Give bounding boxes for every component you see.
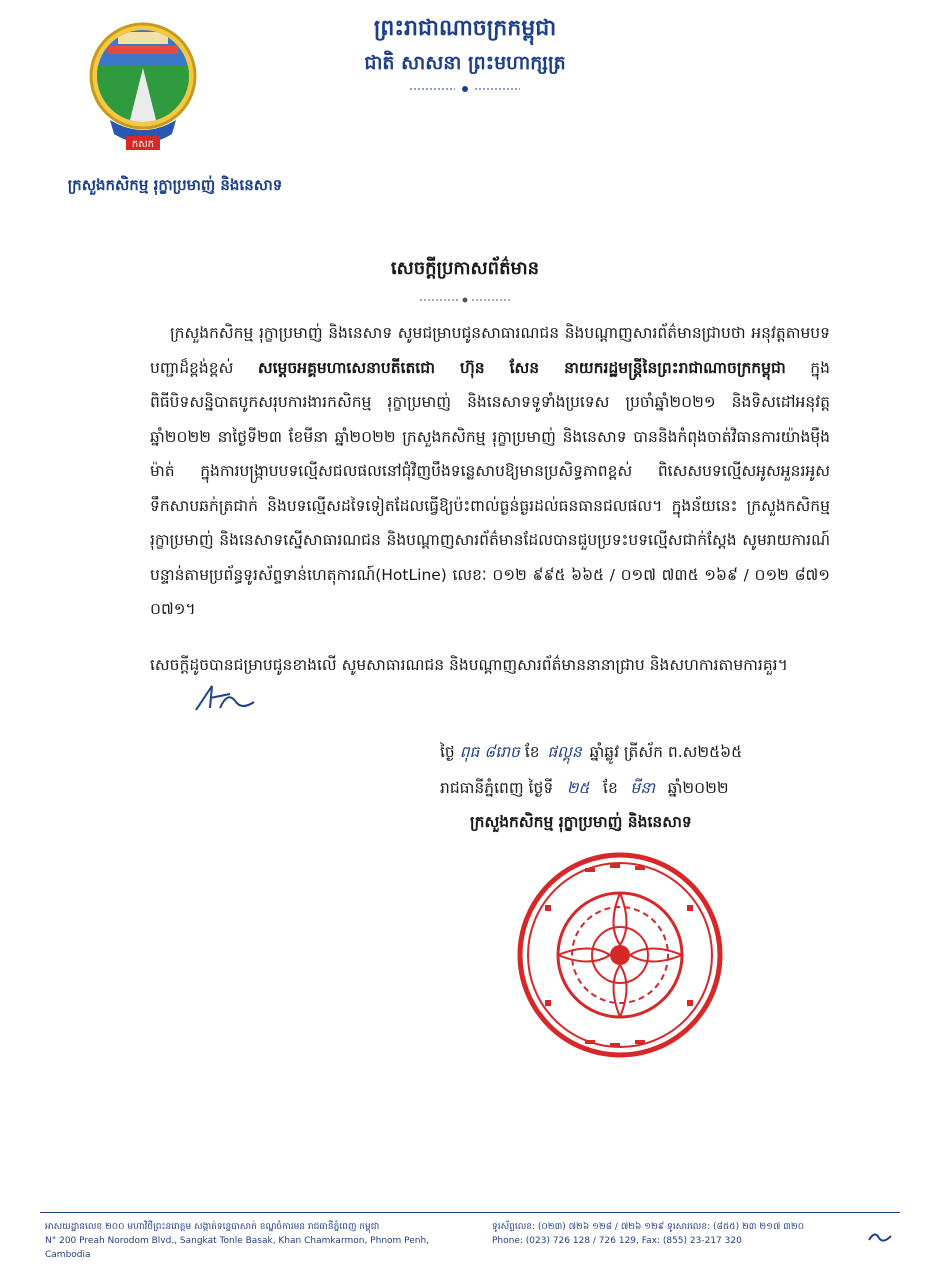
lunar-day: ពុធ ៨រោច [459, 743, 520, 761]
body-text-bold: សម្តេចអគ្គមហាសេនាបតីតេជោ ហ៊ុន សែន នាយករដ្ឋមន្ត្រីនៃព្រះរាជាណាចក្រកម្ពុជា [257, 358, 786, 377]
body-text-intro: ក្រសួងកសិកម្ម រុក្ខាប្រមាញ់ និងនេសាទ សូមជម្រាបជូនសាធារណជន និងបណ្តាញសារព័ត៌មានជ្រាបថា អនុវត្តតាមបទបញ្ជាដ៏ខ្ពង់ខ្ពស់ [150, 324, 830, 377]
footer-divider [40, 1212, 900, 1213]
date-day: ២៥ [566, 779, 590, 797]
title-ornament-icon [420, 296, 510, 304]
ministry-emblem-icon [88, 18, 198, 178]
signature-ministry-name: ក្រសួងកសិកម្ម រុក្ខាប្រមាញ់ និងនេសាទ [470, 813, 692, 831]
footer-phone-en: Phone: (023) 726 128 / 726 129, Fax: (855) 23-217 320 [492, 1236, 742, 1246]
initial-signature-icon [190, 680, 260, 716]
closing-text: សេចក្តីដូចបានជម្រាបជូនខាងលើ សូមសាធារណជន និងបណ្តាញសារព័ត៌មាននានាជ្រាប និងសហការតាមការគួរ។ [150, 656, 788, 674]
national-motto: ជាតិ សាសនា ព្រះមហាក្សត្រ [364, 52, 566, 74]
official-seal-icon [515, 850, 725, 1060]
kingdom-name: ព្រះរាជាណាចក្រកម្ពុជា [373, 16, 557, 41]
body-text-main: ក្នុងពិធីបិទសន្និបាតបូកសរុបការងារកសិកម្ម រុក្ខាប្រមាញ់ និងនេសាទទូទាំងប្រទេស ប្រចាំឆ្នាំ២០២១ និងទិសដៅអនុវត្តឆ្នាំ២០២២ នាថ្ងៃទី២៣ ខែមីនា ឆ្នាំ២០២២ ក្រសួងកសិកម្ម រុក្ខាប្រមាញ់ និងនេសាទ បាននិងកំពុងចាត់វិធានការយ៉ាងម៉ឺងម៉ាត់ ក្នុងការបង្ក្រាបបទល្មើសជលផលនៅជុំវិញបឹងទន្លេសាបឱ្យមានប្រសិទ្ធភាពខ្ពស់ ពិសេសបទល្មើសអូសអួនរអូសទឹកសាបឆក់ត្រជាក់ និងបទល្មើសដទៃទៀតដែលធ្វើឱ្យប៉ះពាល់ធ្ងន់ធ្ងរដល់ធនធានជលផល។ ក្នុងន័យនេះ ក្រសួងកសិកម្ម រុក្ខាប្រមាញ់ និងនេសាទស្នើសាធារណជន និងបណ្តាញសារព័ត៌មានដែលបានជួបប្រទះបទល្មើសជាក់ស្តែង សូមរាយការណ៍បន្ទាន់តាមប្រព័ន្ធទូរស័ព្ទទាន់ហេតុការណ៍(HotLine) លេខៈ ០១២ ៩៩៥ ៦៦៥ / ០១៧ ៧៣៥ ១៦៩ / ០១២ ៨៧១ ០៧១។ [150, 358, 830, 618]
lunar-month: ផល្គុន [547, 743, 582, 761]
lunar-day-prefix: ថ្ងៃ [440, 743, 455, 761]
date-block [440, 734, 860, 806]
footer-contact [492, 1220, 872, 1248]
footer-initial-icon [865, 1228, 895, 1246]
footer-address-km: អាសយដ្ឋានលេខ ២០០ មហាវិថីព្រះនរោត្តម សង្កាត់ទន្លេបាសាក់ ខណ្ឌចំការមន រាជធានីភ្នំពេញ កម្ពុជា [45, 1222, 380, 1232]
ministry-name-header: ក្រសួងកសិកម្ម រុក្ខាប្រមាញ់ និងនេសាទ [67, 176, 283, 194]
footer-address-en: N° 200 Preah Norodom Blvd., Sangkat Tonle Basak, Khan Chamkarmon, Phnom Penh, Cambodia [45, 1236, 430, 1260]
place-prefix: រាជធានីភ្នំពេញ ថ្ងៃទី [440, 779, 554, 797]
footer-phone-km: ទូរស័ព្ទលេខ: (០២៣) ៧២៦ ១២៨ / ៧២៦ ១២៩ ទូរសារលេខ: (៨៥៥) ២៣ ២១៧ ៣២០ [492, 1222, 805, 1232]
closing-paragraph [150, 648, 830, 683]
month-prefix: ខែ [603, 779, 618, 797]
emblem-label: កសក [131, 139, 155, 150]
document-title: សេចក្តីប្រកាសព័ត៌មាន [390, 258, 540, 279]
announcement-body [150, 316, 830, 627]
date-month: មីនា [630, 779, 656, 797]
lunar-month-prefix: ខែ [524, 743, 540, 761]
footer-address [45, 1220, 475, 1262]
lunar-year: ឆ្នាំឆ្លូវ ត្រីស័ក ព.ស២៥៦៥ [589, 743, 743, 761]
ornamental-divider-icon [410, 84, 520, 94]
letterhead-national [300, 12, 630, 94]
date-year: ឆ្នាំ២០២២ [667, 779, 729, 797]
